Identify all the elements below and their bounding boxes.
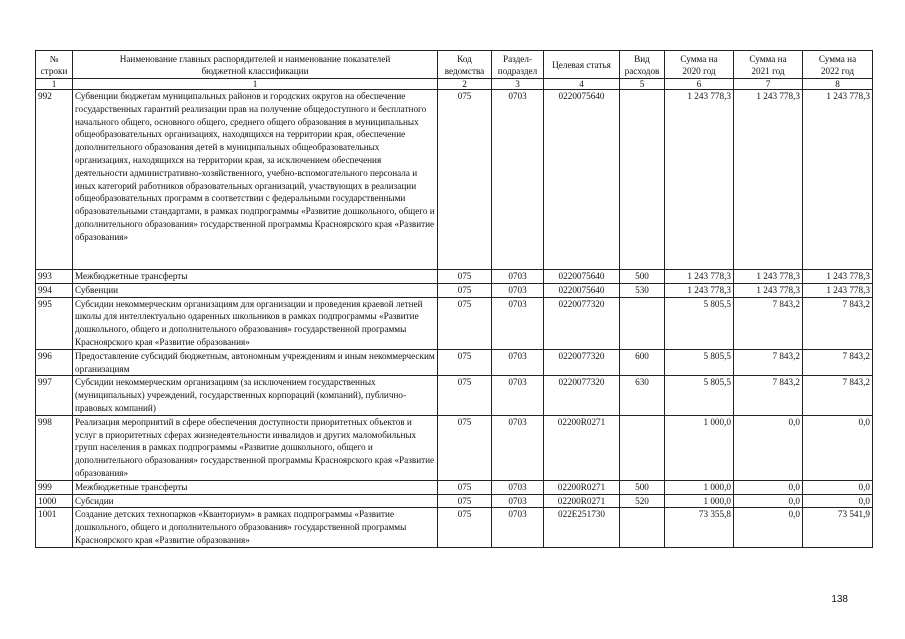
table-header-row: [36, 51, 873, 79]
row-name: Субсидии: [73, 494, 438, 508]
row-sum-2020: 5 805,5: [665, 376, 734, 415]
row-sum-2022: 1 243 778,3: [803, 283, 873, 297]
row-sum-2021: 7 843,2: [734, 349, 803, 376]
row-sum-2022: 1 243 778,3: [803, 90, 873, 270]
row-section: 0703: [492, 297, 544, 349]
row-dept-code: 075: [438, 494, 492, 508]
table-row: [36, 494, 873, 508]
row-target: 0220077320: [544, 349, 620, 376]
row-expense-type: 600: [620, 349, 665, 376]
row-name: Создание детских технопарков «Кванториум» в рамках подпрограммы «Развитие дошкольного, общего и дополнительного образования» государственной программы Красноярского края «Развитие образования»: [73, 508, 438, 547]
row-dept-code: 075: [438, 297, 492, 349]
row-sum-2021: 0,0: [734, 508, 803, 547]
row-section: 0703: [492, 494, 544, 508]
header-dept-code: Код ведомства: [438, 51, 492, 79]
row-number: 995: [36, 297, 73, 349]
row-number: 1001: [36, 508, 73, 547]
row-dept-code: 075: [438, 283, 492, 297]
row-dept-code: 075: [438, 508, 492, 547]
row-section: 0703: [492, 376, 544, 415]
row-sum-2022: 1 243 778,3: [803, 270, 873, 284]
column-number: 7: [734, 79, 803, 90]
row-sum-2020: 1 243 778,3: [665, 283, 734, 297]
column-number: 6: [665, 79, 734, 90]
row-sum-2022: 73 541,9: [803, 508, 873, 547]
row-sum-2021: 1 243 778,3: [734, 270, 803, 284]
row-sum-2020: 1 243 778,3: [665, 270, 734, 284]
row-sum-2022: 7 843,2: [803, 349, 873, 376]
row-dept-code: 075: [438, 90, 492, 270]
row-expense-type: 530: [620, 283, 665, 297]
row-target: 0220075640: [544, 90, 620, 270]
row-target: 0220077320: [544, 376, 620, 415]
row-name: Реализация мероприятий в сфере обеспечения доступности приоритетных объектов и услуг в приоритетных сферах жизнедеятельности инвалидов и других маломобильных групп населения в рамках подпрограммы «Развитие дошкольного, общего и дополнительного образования» государственной программы Красноярского края «Развитие образования»: [73, 415, 438, 480]
row-expense-type: 500: [620, 480, 665, 494]
row-section: 0703: [492, 415, 544, 480]
row-sum-2020: 5 805,5: [665, 297, 734, 349]
table-row: [36, 349, 873, 376]
row-name: Межбюджетные трансферты: [73, 270, 438, 284]
table-row: [36, 508, 873, 547]
budget-table: [35, 50, 873, 548]
column-number: 5: [620, 79, 665, 90]
header-sum-2020: Сумма на 2020 год: [665, 51, 734, 79]
row-number: 997: [36, 376, 73, 415]
row-sum-2021: 1 243 778,3: [734, 90, 803, 270]
row-target: 0220075640: [544, 283, 620, 297]
row-number: 999: [36, 480, 73, 494]
row-name: Субвенции бюджетам муниципальных районов и городских округов на обеспечение государственных гарантий реализации прав на получение общедоступного и бесплатного начального общего, основного общего, среднего общего образования в муниципальных общеобразовательных организациях, находящихся на территории края, обеспечение дополнительного образования детей в муниципальных общеобразовательных организациях, находящихся на территории края, за исключением обеспечения деятельности административно-хозяйственного, учебно-вспомогательного персонала и иных категорий работников образовательных организаций, участвующих в реализации общеобразовательных программ в соответствии с федеральными государственными образовательными стандартами, в рамках подпрограммы «Развитие дошкольного, общего и дополнительного образования» государственной программы Красноярского края «Развитие образования»: [73, 90, 438, 270]
row-number: 992: [36, 90, 73, 270]
row-section: 0703: [492, 349, 544, 376]
header-target: Целевая статья: [544, 51, 620, 79]
row-target: 02200R0271: [544, 480, 620, 494]
row-dept-code: 075: [438, 480, 492, 494]
table-row: [36, 376, 873, 415]
table-row: [36, 415, 873, 480]
row-sum-2022: 7 843,2: [803, 297, 873, 349]
row-sum-2022: 7 843,2: [803, 376, 873, 415]
table-row: [36, 90, 873, 270]
row-sum-2021: 0,0: [734, 494, 803, 508]
row-name: Субсидии некоммерческим организациям (за исключением государственных (муниципальных) учреждений, государственных корпораций (компаний), публично-правовых компаний): [73, 376, 438, 415]
row-sum-2022: 0,0: [803, 415, 873, 480]
column-number: 2: [438, 79, 492, 90]
row-name: Предоставление субсидий бюджетным, автономным учреждениям и иным некоммерческим организациям: [73, 349, 438, 376]
row-sum-2021: 7 843,2: [734, 376, 803, 415]
row-expense-type: [620, 415, 665, 480]
row-dept-code: 075: [438, 415, 492, 480]
row-number: 1000: [36, 494, 73, 508]
row-name: Межбюджетные трансферты: [73, 480, 438, 494]
header-sum-2022: Сумма на 2022 год: [803, 51, 873, 79]
column-number: 1: [36, 79, 73, 90]
row-expense-type: 520: [620, 494, 665, 508]
row-section: 0703: [492, 283, 544, 297]
row-name: Субвенции: [73, 283, 438, 297]
column-number: 4: [544, 79, 620, 90]
row-dept-code: 075: [438, 376, 492, 415]
row-sum-2021: 7 843,2: [734, 297, 803, 349]
row-target: 022E251730: [544, 508, 620, 547]
header-section: Раздел-подраздел: [492, 51, 544, 79]
table-row: [36, 297, 873, 349]
header-row-no: № строки: [36, 51, 73, 79]
row-section: 0703: [492, 270, 544, 284]
row-dept-code: 075: [438, 270, 492, 284]
column-number: 3: [492, 79, 544, 90]
table-row: [36, 270, 873, 284]
row-sum-2022: 0,0: [803, 480, 873, 494]
row-dept-code: 075: [438, 349, 492, 376]
row-section: 0703: [492, 508, 544, 547]
row-target: 02200R0271: [544, 494, 620, 508]
row-name: Субсидии некоммерческим организациям для организации и проведения краевой летней школы для интеллектуально одаренных школьников в рамках подпрограммы «Развитие дошкольного, общего и дополнительного образования» государственной программы Красноярского края «Развитие образования»: [73, 297, 438, 349]
table-row: [36, 480, 873, 494]
row-target: 02200R0271: [544, 415, 620, 480]
row-sum-2020: 5 805,5: [665, 349, 734, 376]
row-sum-2020: 1 000,0: [665, 415, 734, 480]
header-expense-type: Вид расходов: [620, 51, 665, 79]
column-number-row: [36, 79, 873, 90]
row-expense-type: 630: [620, 376, 665, 415]
column-number: 1: [73, 79, 438, 90]
row-sum-2021: 1 243 778,3: [734, 283, 803, 297]
row-target: 0220075640: [544, 270, 620, 284]
header-sum-2021: Сумма на 2021 год: [734, 51, 803, 79]
row-number: 998: [36, 415, 73, 480]
page-number: 138: [831, 594, 848, 605]
header-name: Наименование главных распорядителей и наименование показателей бюджетной классификации: [73, 51, 438, 79]
table-row: [36, 283, 873, 297]
row-expense-type: 500: [620, 270, 665, 284]
row-expense-type: [620, 90, 665, 270]
row-sum-2021: 0,0: [734, 415, 803, 480]
row-sum-2020: 1 243 778,3: [665, 90, 734, 270]
row-sum-2020: 1 000,0: [665, 494, 734, 508]
row-section: 0703: [492, 90, 544, 270]
row-expense-type: [620, 508, 665, 547]
row-number: 993: [36, 270, 73, 284]
row-sum-2021: 0,0: [734, 480, 803, 494]
column-number: 8: [803, 79, 873, 90]
row-number: 994: [36, 283, 73, 297]
row-target: 0220077320: [544, 297, 620, 349]
row-section: 0703: [492, 480, 544, 494]
row-sum-2020: 1 000,0: [665, 480, 734, 494]
row-number: 996: [36, 349, 73, 376]
row-sum-2022: 0,0: [803, 494, 873, 508]
row-expense-type: [620, 297, 665, 349]
row-sum-2020: 73 355,8: [665, 508, 734, 547]
